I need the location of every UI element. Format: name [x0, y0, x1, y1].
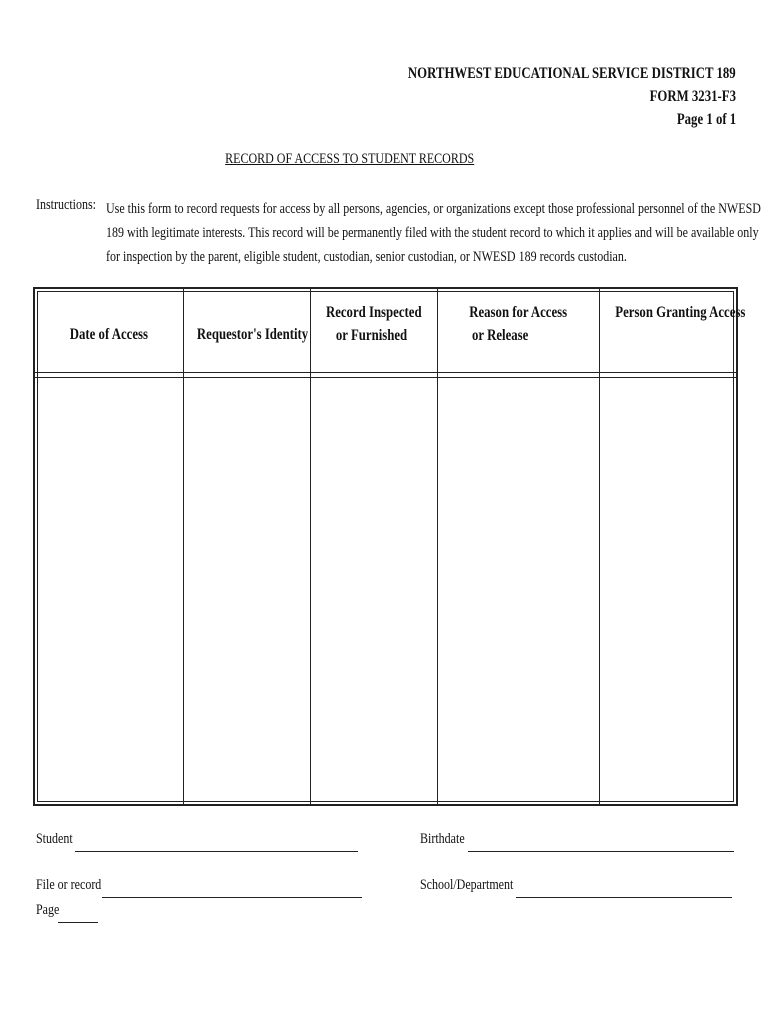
page-field[interactable]: [58, 922, 98, 923]
file-or-record-label: File or record: [36, 877, 102, 893]
instructions-line: 189 with legitimate interests. This record will be permanently filed with the student record to which it applies and will be available only: [106, 225, 759, 241]
student-field[interactable]: [75, 851, 358, 852]
school-department-field[interactable]: [516, 897, 732, 898]
form-header: [326, 62, 736, 131]
col-header-record-inspected: Record Inspected or Furnished: [325, 304, 422, 344]
instructions-label: Instructions:: [36, 197, 96, 213]
file-or-record-field[interactable]: [102, 897, 362, 898]
form-title-text: RECORD OF ACCESS TO STUDENT RECORDS: [225, 151, 475, 167]
instructions-line: for inspection by the parent, eligible student, custodian, senior custodian, or NWESD 189 records custodian.: [106, 249, 627, 265]
birthdate-field[interactable]: [468, 851, 734, 852]
access-log-table: [33, 287, 746, 806]
col-header-reason-for-access: Reason for Access or Release: [469, 304, 567, 344]
instructions-line: Use this form to record requests for access by all persons, agencies, or organizations except those professional personnel of the NWESD: [106, 201, 761, 217]
school-department-label: School/Department: [420, 877, 514, 893]
col-header-date-of-access: Date of Access: [69, 326, 149, 343]
col-header-person-granting-access: Person Granting Access: [615, 304, 746, 321]
form-number: FORM 3231-F3: [649, 88, 736, 105]
form-title: [0, 151, 700, 168]
page-indicator: Page 1 of 1: [676, 111, 736, 128]
org-name: NORTHWEST EDUCATIONAL SERVICE DISTRICT 189: [408, 65, 736, 82]
page-label: Page: [36, 902, 60, 918]
birthdate-label: Birthdate: [420, 831, 465, 847]
student-label: Student: [36, 831, 73, 847]
instructions-text: [106, 197, 770, 269]
col-header-requestor-identity: Requestor's Identity: [196, 326, 309, 343]
